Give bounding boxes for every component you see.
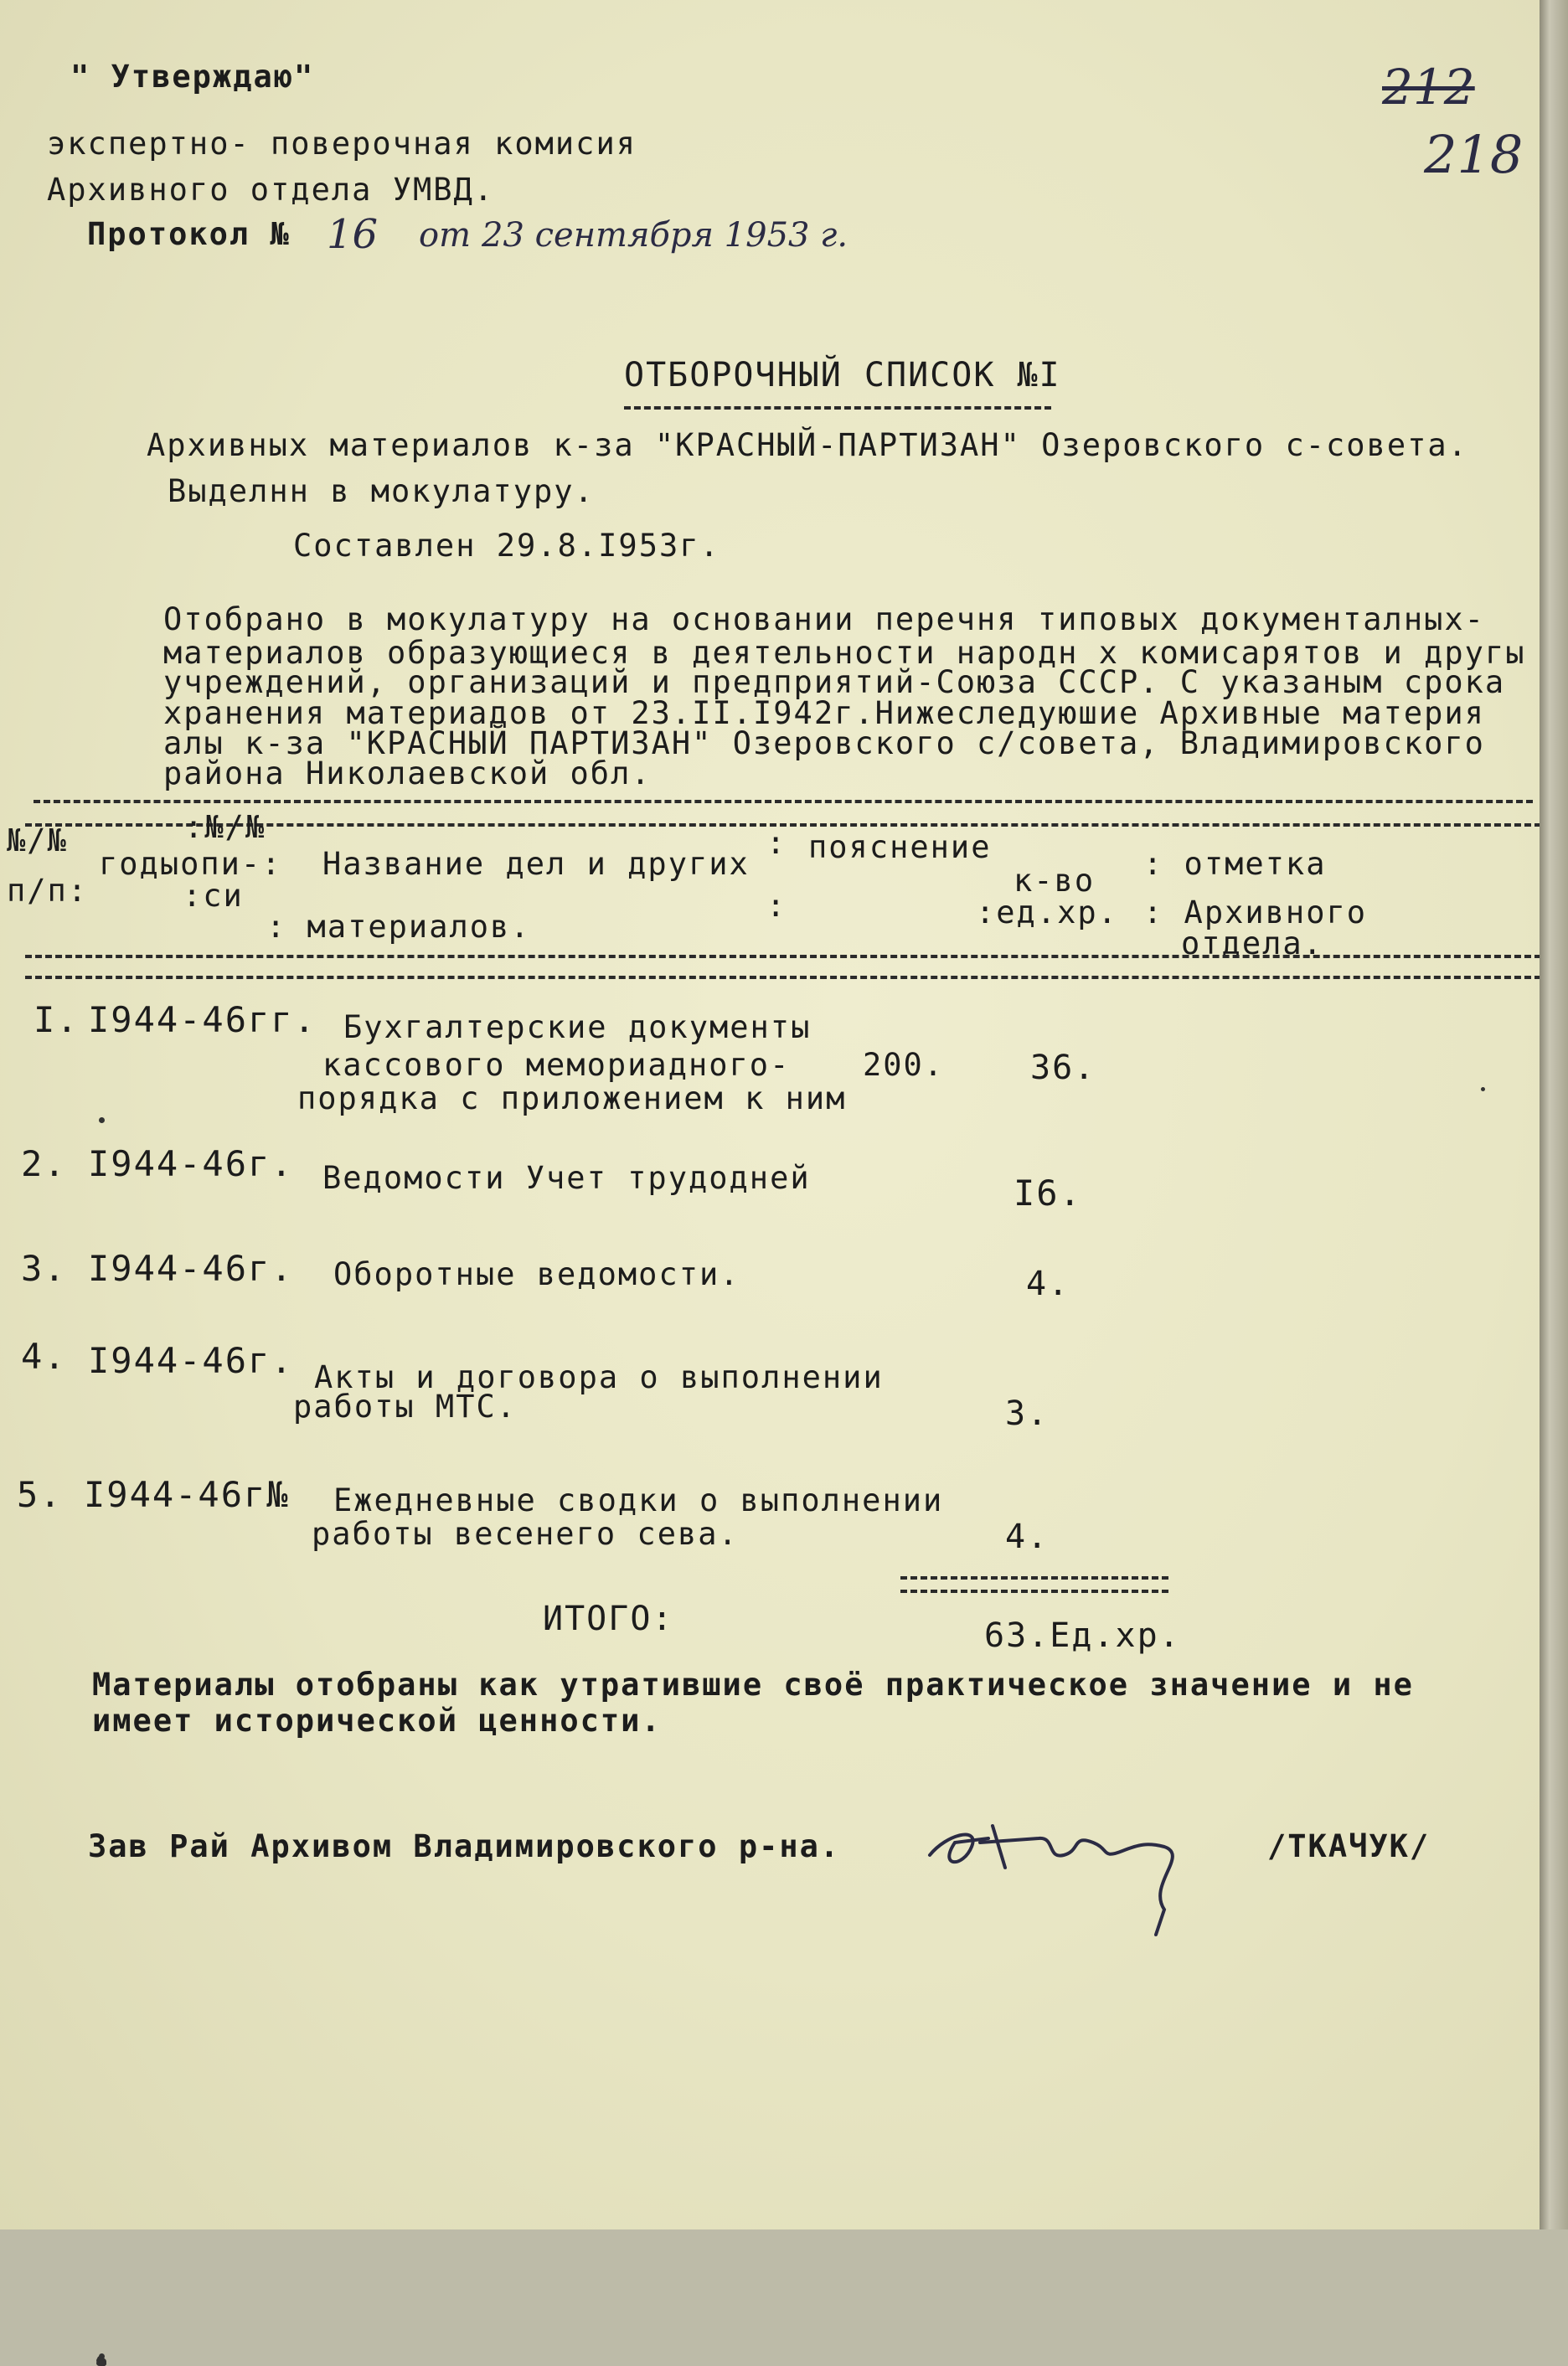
header-qty-l1: к-во [1014,863,1096,899]
intro-line: материалов образующиеся в деятельности народн х комисарятов и другы [163,635,1526,671]
archive-number: 218 [1424,124,1524,185]
intro-line: района Николаевской обл. [163,755,652,791]
intro-line: хранения материадов от 23.II.I942г.Нижеследуюшие Архивные материя [163,695,1485,731]
row-number: 3. [21,1248,67,1289]
title-underline [624,406,1051,410]
row-qty: 36. [1030,1049,1096,1087]
handwritten-signature [913,1809,1198,1943]
ink-speck [1481,1087,1485,1091]
header-num-l2: п/п: [7,873,89,909]
row-name-line: кассового мемориадного- [322,1047,791,1083]
header-year-l1: :№/№ [184,809,266,845]
protocol-date: 23 сентября 1953 г. [482,216,848,255]
approval-department: Архивного отдела УМВД. [47,172,495,208]
table-rule-top [34,800,1533,803]
approval-heading: " Утверждаю" [70,59,315,95]
protocol-number: 16 [327,211,379,258]
total-rule [900,1576,1168,1580]
row-number: 2. [21,1143,67,1184]
row-note: 200. [863,1047,945,1083]
total-rule2 [900,1590,1168,1593]
intro-line: Отобрано в мокулатуру на основании перечня типовых документалных- [163,601,1485,637]
header-name-l1: Название дел и других [322,846,750,882]
header-qty-l2: :ед.хр. [976,894,1118,930]
conclusion-line: Материалы отобраны как утратившие своё практическое значение и не [92,1667,1414,1703]
total-label: ИТОГО: [543,1600,674,1638]
header-colon: : [766,825,787,861]
row-year: I944-46г. [88,1143,294,1184]
row-qty: 3. [1005,1394,1050,1433]
row-name-line: работы МТС. [293,1389,518,1425]
header-mark-l2: : Архивного [1143,894,1368,930]
table-rule-header2 [25,976,1541,979]
compiled-date: Составлен 29.8.I953г. [293,528,720,564]
signature-position: Зав Рай Архивом Владимировского р-на. [88,1828,841,1864]
archive-number-crossed: 212 [1382,59,1475,116]
header-mark-l1: : отметка [1143,846,1327,882]
row-number: 4. [21,1336,67,1377]
row-name-line: Ведомости Учет трудодней [322,1160,811,1196]
row-year: I944-46г. [88,1248,294,1289]
row-qty: 4. [1026,1265,1070,1303]
row-year: I944-46г. [88,1340,294,1381]
total-value: 63.Ед.хр. [984,1616,1181,1655]
header-explain: пояснение [808,829,992,865]
row-name-line: Акты и договора о выполнении [314,1359,884,1395]
row-qty: 4. [1005,1518,1050,1556]
row-number: 5. [17,1474,63,1515]
ink-speck [99,1117,105,1123]
ink-speck [99,2360,105,2366]
header-year-l3: :си [183,878,244,914]
approval-commission: экспертно- поверочная комисия [47,126,637,162]
row-name-line: Оборотные ведомости. [333,1256,740,1292]
document-title: ОТБОРОЧНЫЙ СПИСОК №I [624,356,1061,394]
intro-line: алы к-за "КРАСНЫЙ ПАРТИЗАН" Озеровского с/совета, Владимировского [163,725,1485,761]
protocol-label: Протокол № [87,216,291,252]
row-name-line: Бухгалтерские документы [343,1009,812,1045]
subtitle-line1: Архивных материалов к-за "КРАСНЫЙ-ПАРТИЗАН" Озеровского с-совета. [147,427,1468,463]
header-mark-l3: отдела. [1181,925,1323,961]
header-num-l1: №/№ [7,822,68,858]
row-qty: I6. [1014,1173,1082,1214]
row-name-line: работы весенего сева. [312,1516,739,1552]
row-name-line: Ежедневные сводки о выполнении [333,1482,944,1518]
table-rule-header [25,955,1541,958]
signature-name: /ТКАЧУК/ [1267,1828,1431,1864]
header-colon: : [766,888,787,924]
intro-line: учреждений, организаций и предприятий-Союза СССР. С указаным срока [163,664,1506,700]
row-name-line: порядка с приложением к ним [297,1080,847,1116]
protocol-from: от [419,216,472,255]
header-name-l2: : материалов. [266,909,531,945]
row-number: I. [34,999,80,1040]
conclusion-line: имеет исторической ценности. [92,1703,662,1739]
row-year: I944-46г№ [84,1474,290,1515]
header-year-l2: годыопи-: [99,846,282,882]
subtitle-line2: Выделнн в мокулатуру. [168,473,595,509]
row-year: I944-46гг. [88,999,317,1040]
page-edge [1540,0,1568,2229]
